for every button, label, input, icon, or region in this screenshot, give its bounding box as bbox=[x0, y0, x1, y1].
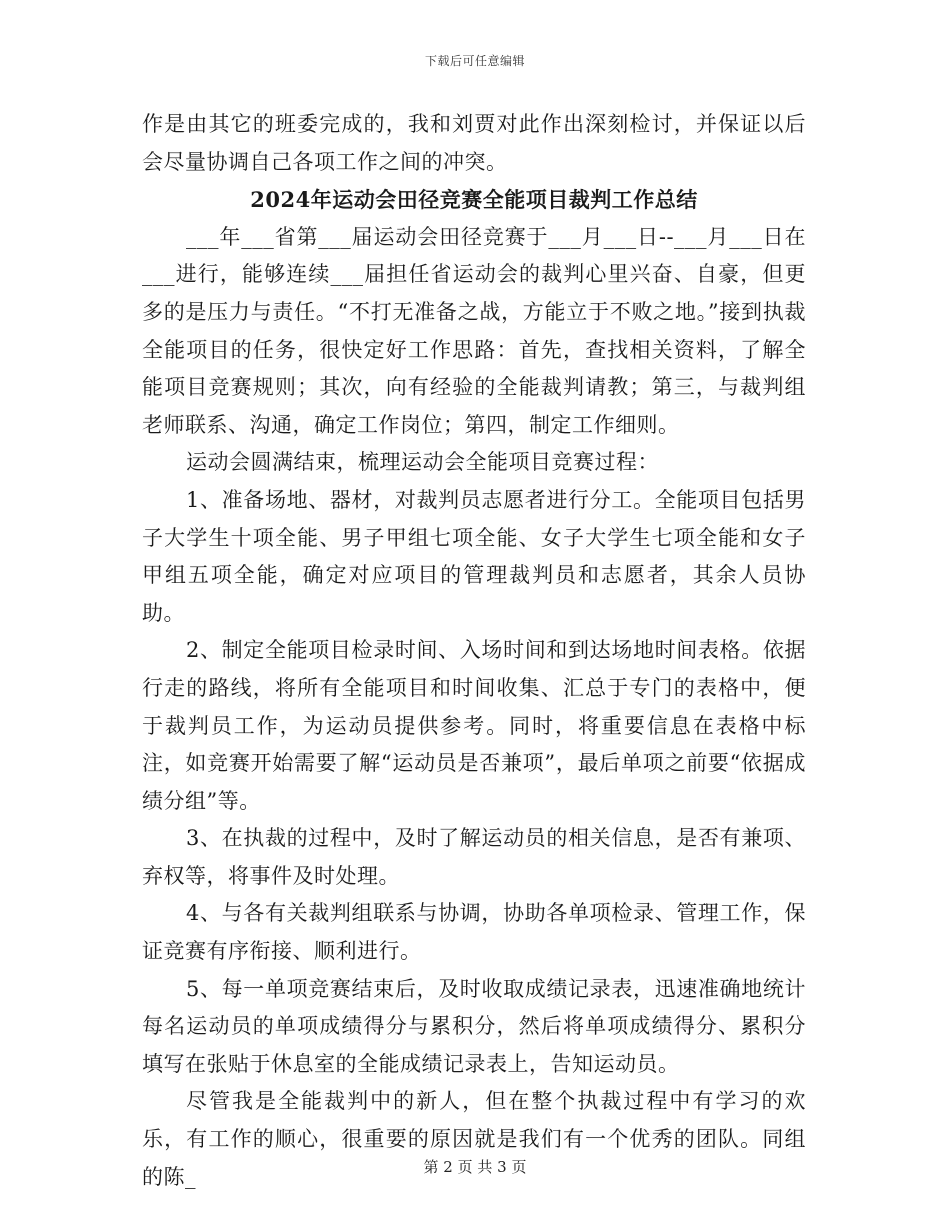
paragraph-item-3: 3、在执裁的过程中，及时了解运动员的相关信息，是否有兼项、弃权等，将事件及时处理。 bbox=[142, 826, 806, 888]
paragraph-summary-lead: 运动会圆满结束，梳理运动会全能项目竞赛过程： bbox=[186, 450, 659, 475]
paragraph-item-5: 5、每一单项竞赛结束后，及时收取成绩记录表，迅速准确地统计每名运动员的单项成绩得分与累积分，然后将单项成绩得分、累积分填写在张贴于休息室的全能成绩记录表上，告知运动员。 bbox=[142, 976, 806, 1076]
paragraph-item-4: 4、与各有关裁判组联系与协调，协助各单项检录、管理工作，保证竞赛有序衔接、顺利进行。 bbox=[142, 901, 806, 964]
paragraph-closing: 尽管我是全能裁判中的新人，但在整个执裁过程中有学习的欢乐，有工作的顺心，很重要的原因就是我们有一个优秀的团队。同组的陈_ bbox=[142, 1089, 806, 1189]
paragraph-continuation: 作是由其它的班委完成的，我和刘贾对此作出深刻检讨，并保证以后会尽量协调自己各项工作之间的冲突。 bbox=[142, 112, 806, 174]
section-title: 2024年运动会田径竞赛全能项目裁判工作总结 bbox=[250, 187, 698, 213]
page-footer-number: 第 2 页 共 3 页 bbox=[423, 1158, 527, 1176]
paragraph-intro: ___年___省第___届运动会田径竞赛于___月___日--___月___日在___进行，能够连续___届担任省运动会的裁判心里兴奋、自豪，但更多的是压力与责任。“不打无准备之战，方能立于不败之地。”接到执裁全能项目的任务，很快定好工作思路：首先，查找相关资料，了解全能项目竞赛规则；其次，向有经验的全能裁判请教；第三，与裁判组老师联系、沟通，确定工作岗位；第四，制定工作细则。 bbox=[142, 224, 806, 437]
page-header-note: 下载后可任意编辑 bbox=[424, 54, 525, 68]
paragraph-item-1: 1、准备场地、器材，对裁判员志愿者进行分工。全能项目包括男子大学生十项全能、男子甲组七项全能、女子大学生七项全能和女子甲组五项全能，确定对应项目的管理裁判员和志愿者，其余人员协助。 bbox=[142, 487, 806, 625]
paragraph-item-2: 2、制定全能项目检录时间、入场时间和到达场地时间表格。依据行走的路线，将所有全能项目和时间收集、汇总于专门的表格中，便于裁判员工作，为运动员提供参考。同时，将重要信息在表格中标注，如竞赛开始需要了解“运动员是否兼项”，最后单项之前要“依据成绩分组”等。 bbox=[142, 638, 806, 813]
document-body bbox=[142, 106, 806, 1196]
